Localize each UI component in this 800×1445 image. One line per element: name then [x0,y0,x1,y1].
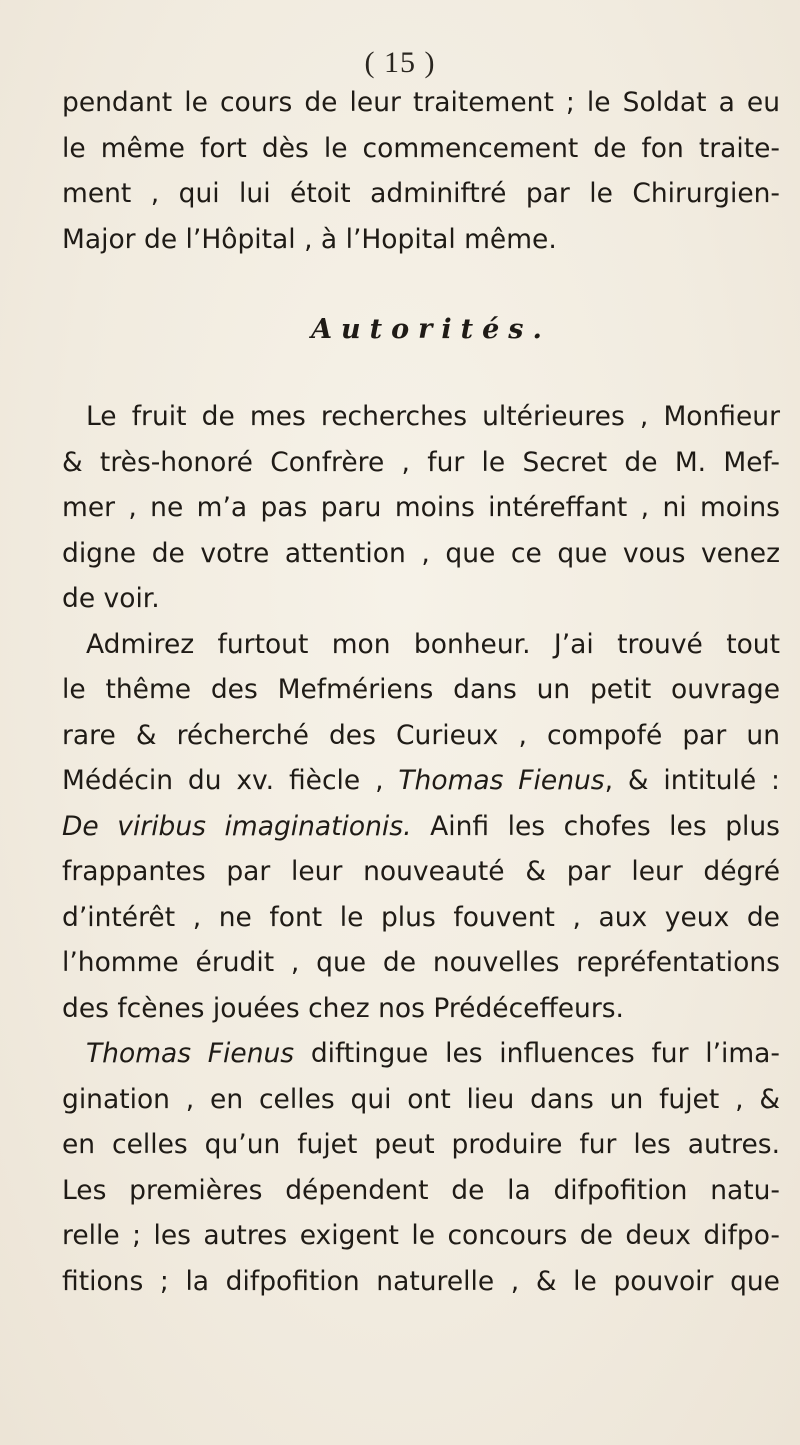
text-span: , & intitulé : [604,765,780,796]
text-line [62,804,780,850]
text-line: des fcènes jouées chez nos Prédéceffeurs. [62,992,624,1024]
text-line: Les premières dépendent de la difpofition natu- [62,1174,780,1206]
text-line: le thême des Mefmériens dans un petit ouvrage [62,674,780,705]
page-number: ( 15 ) [364,46,436,79]
text-line: rare & récherché des Curieux , compofé par un [62,719,780,751]
text-line: fitions ; la difpofition naturelle , & le pouvoir que [62,1265,780,1297]
text-line: relle ; les autres exigent le concours de deux difpo- [62,1220,780,1251]
text-line: l’homme érudit , que de nouvelles repréfentations [62,947,780,978]
text-line: d’intérêt , ne font le plus fouvent , aux yeux de [62,901,780,933]
text-line: ment , qui lui étoit adminiftré par le Chirurgien- [62,178,780,209]
text-line: Major de l’Hôpital , à l’Hopital même. [62,223,557,255]
text-line: digne de votre attention , que ce que vous venez [62,537,780,569]
author-name: Thomas Fienus [398,765,605,796]
text-line: pendant le cours de leur traitement ; le Soldat a eu [62,87,780,118]
paragraph-1 [62,80,780,262]
text-line: mer , ne m’a pas paru moins intéreffant , ni moins [62,492,780,523]
text-line: Admirez furtout mon bonheur. J’ai trouvé tout [86,628,780,660]
text-line: & très-honoré Confrère , fur le Secret de M. Mef- [62,446,780,478]
paragraph-2 [62,394,780,622]
text-line [62,1031,780,1077]
text-line: Le fruit de mes recherches ultérieures , Monfieur [86,401,780,432]
text-line: frappantes par leur nouveauté & par leur dégré [62,856,780,887]
book-title: De viribus imaginationis. [62,810,412,842]
paragraph-4 [62,1031,780,1304]
text-line: en celles qu’un fujet peut produire fur les autres. [62,1129,780,1160]
text-line: le même fort dès le commencement de fon traite- [62,132,780,164]
paragraph-3 [62,622,780,1032]
text-span: Ainfi les chofes les plus [430,810,780,842]
text-line [62,758,780,804]
text-span: Médécin du xv. fiècle , [62,765,384,796]
section-heading: Autorités. [311,314,551,345]
body-text [62,80,780,1304]
author-name: Thomas Fienus [86,1038,295,1069]
text-line: gination , en celles qui ont lieu dans un fujet , & [62,1083,780,1115]
text-span: diftingue les influences fur l’ima- [310,1038,780,1069]
text-line: de voir. [62,583,160,614]
